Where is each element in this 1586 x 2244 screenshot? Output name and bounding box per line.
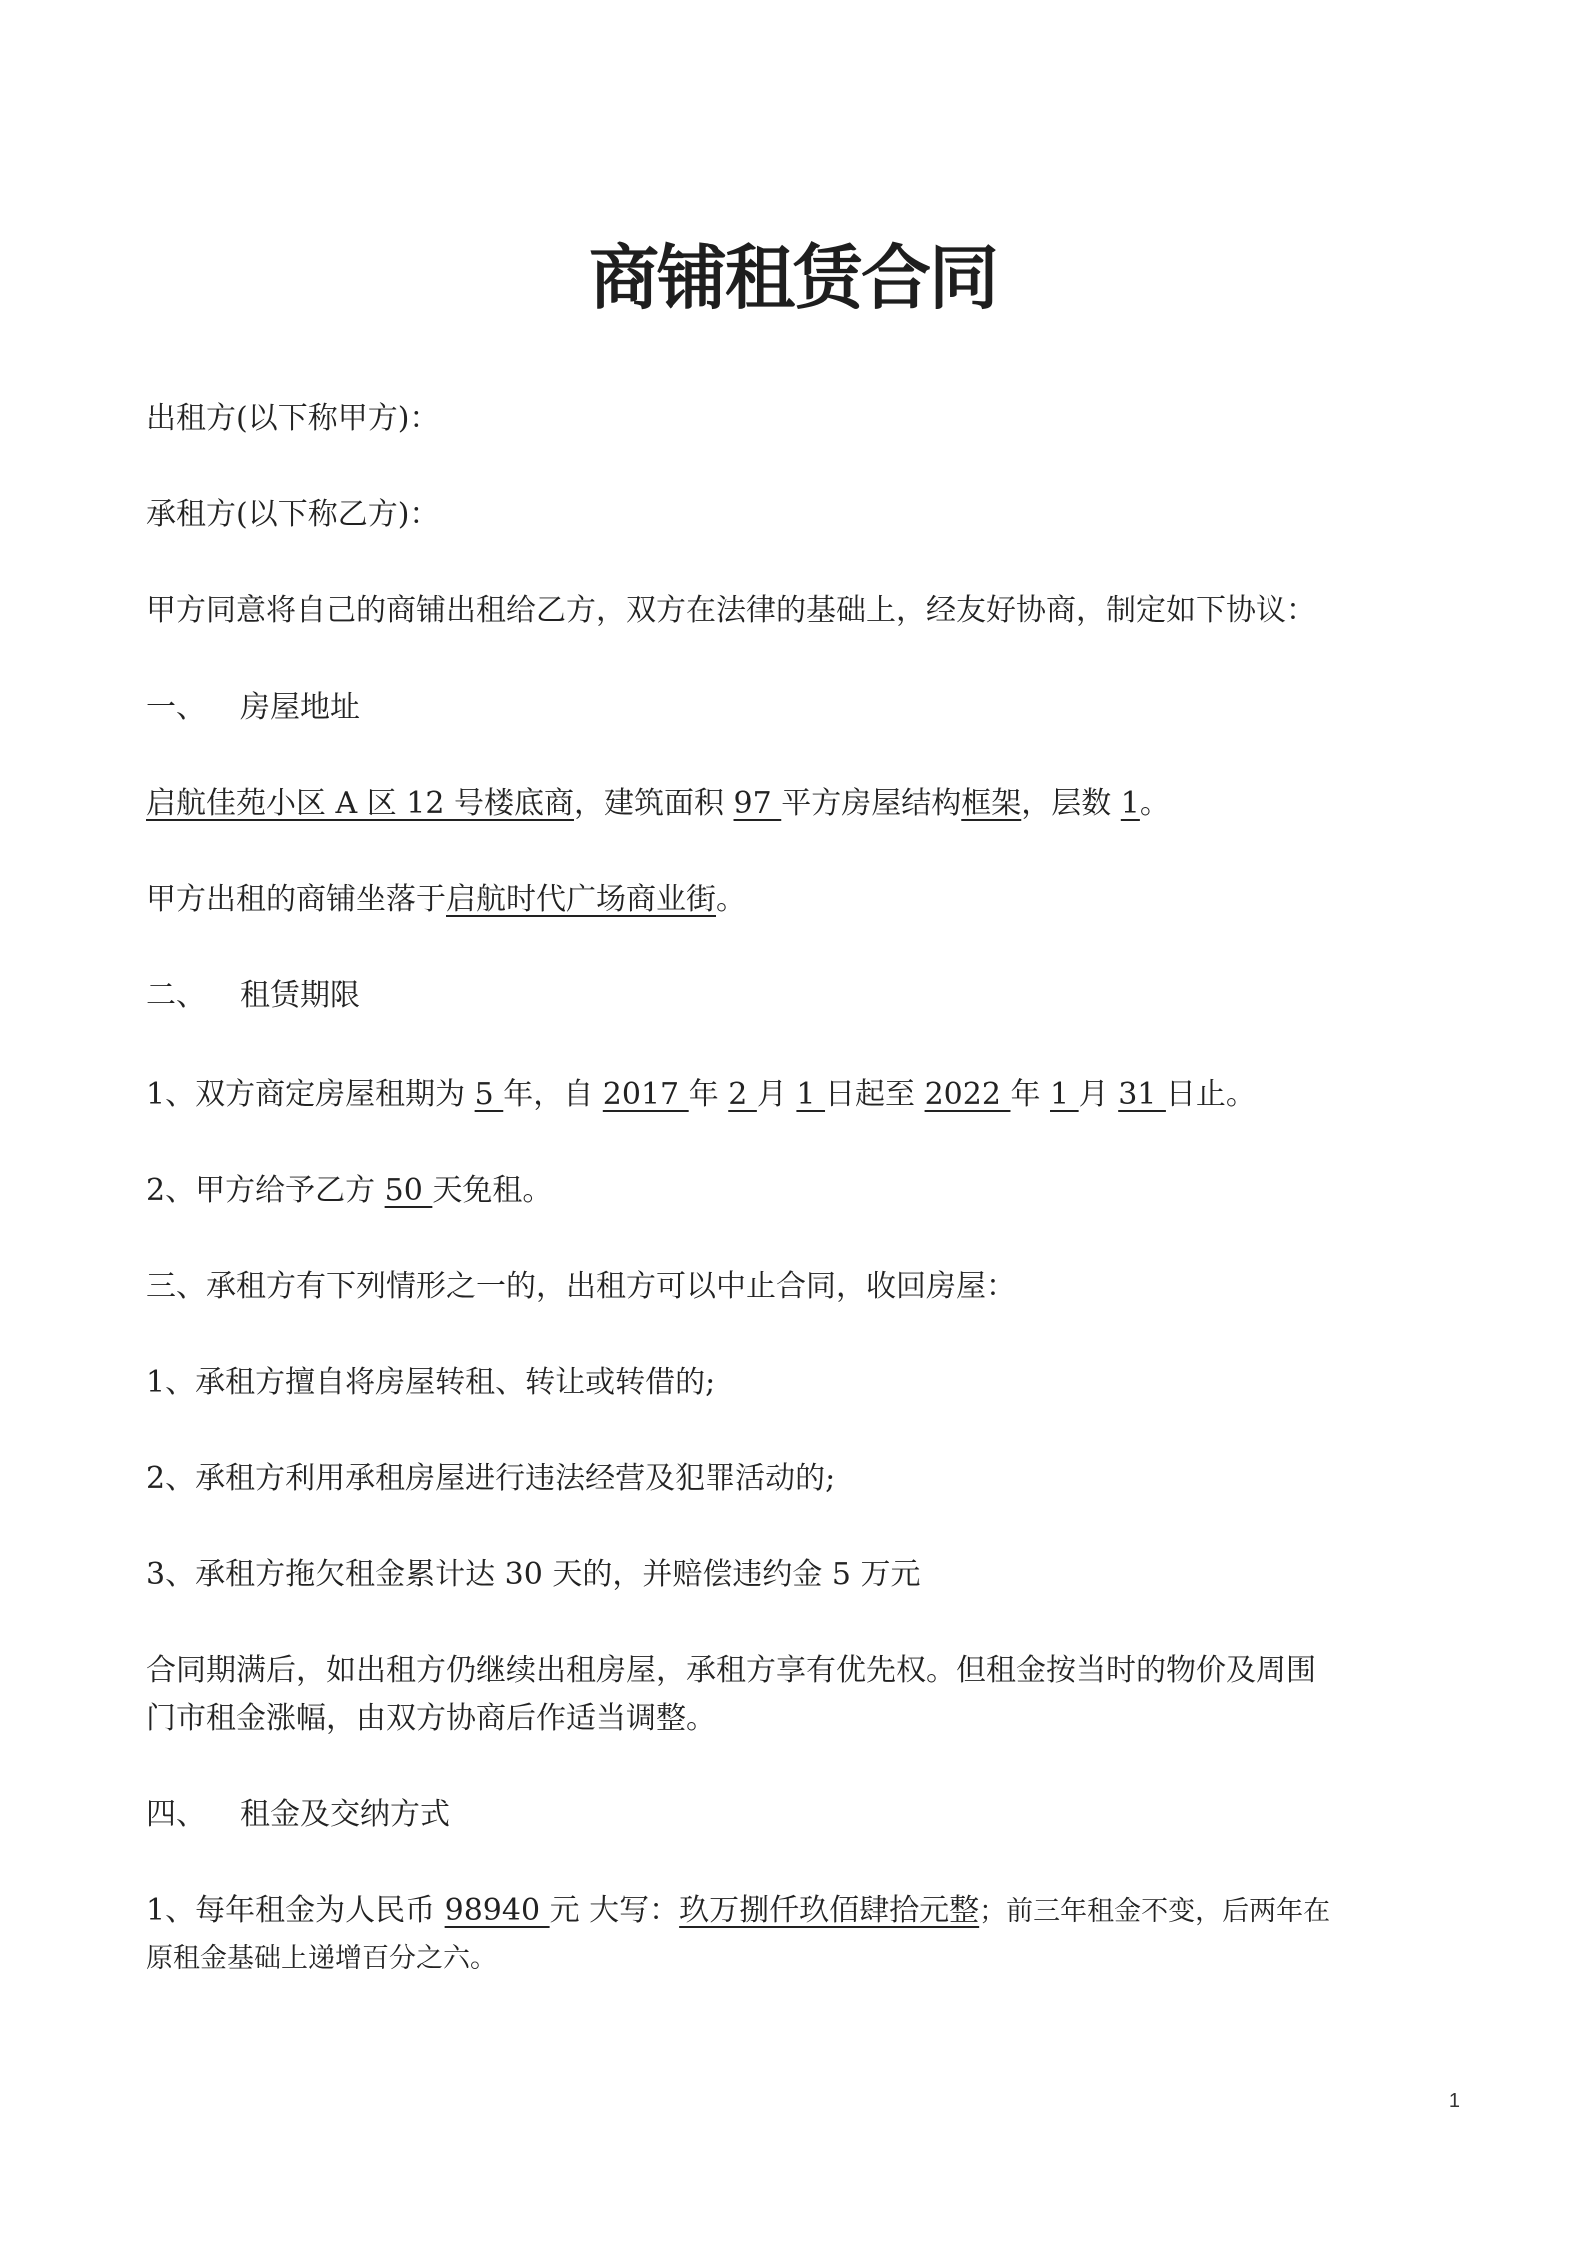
rent-text: ；前三年租金不变，后两年在: [979, 1896, 1331, 1927]
location-end: 。: [716, 882, 746, 917]
section-3-heading: 三、承租方有下列情形之一的，出租方可以中止合同，收回房屋：: [146, 1269, 1016, 1304]
address-text: ，建筑面积: [573, 786, 734, 821]
renewal-paragraph-line-1: 合同期满后，如出租方仍继续出租房屋，承租方享有优先权。但租金按当时的物价及周围: [146, 1653, 1316, 1688]
section-4-title: 租金及交纳方式: [240, 1797, 450, 1832]
end-month: 1: [1050, 1077, 1079, 1112]
end-day: 31: [1118, 1077, 1166, 1112]
rent-amount: 98940: [444, 1893, 550, 1928]
rent-free-days: 50: [384, 1173, 433, 1208]
floors-text: ，层数: [1021, 786, 1121, 821]
document-title: 商铺租赁合同: [589, 237, 997, 319]
intro-paragraph: 甲方同意将自己的商铺出租给乙方，双方在法律的基础上，经友好协商，制定如下协议：: [146, 593, 1316, 628]
section-1-heading: [146, 684, 1456, 732]
location-value: 启航时代广场商业街: [446, 882, 716, 917]
section-1-number: 一、: [146, 690, 206, 725]
section-1-title: 房屋地址: [240, 690, 360, 725]
rent-amount-line-2: 原租金基础上递增百分之六。: [146, 1943, 497, 1974]
rent-amount-line: [146, 1887, 1456, 1936]
start-day: 1: [796, 1077, 826, 1112]
section-4-number: 四、: [146, 1797, 206, 1832]
area-text: 平方房屋结构: [781, 786, 962, 821]
address-end: 。: [1139, 786, 1170, 821]
lessor-line: 出租方(以下称甲方)：: [146, 401, 440, 436]
term-text: 日起至: [825, 1077, 925, 1112]
end-year: 2022: [924, 1077, 1011, 1112]
structure-value: 框架: [961, 786, 1022, 821]
term-years: 5: [474, 1077, 504, 1112]
location-text: 甲方出租的商铺坐落于: [146, 882, 446, 917]
term-text: 1、双方商定房屋租期为: [146, 1077, 475, 1112]
start-year: 2017: [602, 1077, 689, 1112]
termination-item-2: 2、承租方利用承租房屋进行违法经营及犯罪活动的;: [146, 1461, 836, 1496]
location-line: [146, 876, 1456, 924]
rent-free-line: [146, 1167, 1456, 1215]
lessee-line: 承租方(以下称乙方)：: [146, 497, 440, 532]
term-text: 月: [1078, 1077, 1119, 1112]
term-text: 日止。: [1165, 1077, 1256, 1112]
rent-text: 元 大写：: [549, 1893, 680, 1928]
lease-term-line: [146, 1071, 1456, 1119]
term-text: 年，自: [503, 1077, 603, 1112]
floors-value: 1: [1120, 786, 1140, 821]
rent-amount-chinese: 玖万捌仟玖佰肆拾元整: [679, 1893, 980, 1928]
section-4-heading: [146, 1791, 1456, 1839]
rent-text: 1、每年租金为人民币: [146, 1893, 445, 1928]
area-value: 97: [733, 786, 782, 821]
rent-free-text: 2、甲方给予乙方: [146, 1173, 385, 1208]
renewal-paragraph-line-2: 门市租金涨幅，由双方协商后作适当调整。: [146, 1701, 716, 1736]
address-value: 启航佳苑小区 A 区 12 号楼底商: [146, 786, 574, 821]
term-text: 年: [688, 1077, 729, 1112]
termination-item-1: 1、承租方擅自将房屋转租、转让或转借的;: [146, 1365, 716, 1400]
page-number: 1: [1448, 2090, 1460, 2112]
term-text: 月: [756, 1077, 797, 1112]
section-2-title: 租赁期限: [240, 978, 360, 1013]
section-2-number: 二、: [146, 978, 206, 1013]
address-line: [146, 780, 1456, 828]
section-2-heading: [146, 972, 1456, 1020]
term-text: 年: [1010, 1077, 1051, 1112]
rent-free-text: 天免租。: [432, 1173, 553, 1208]
termination-item-3: 3、承租方拖欠租金累计达 30 天的，并赔偿违约金 5 万元: [146, 1557, 921, 1592]
start-month: 2: [728, 1077, 757, 1112]
